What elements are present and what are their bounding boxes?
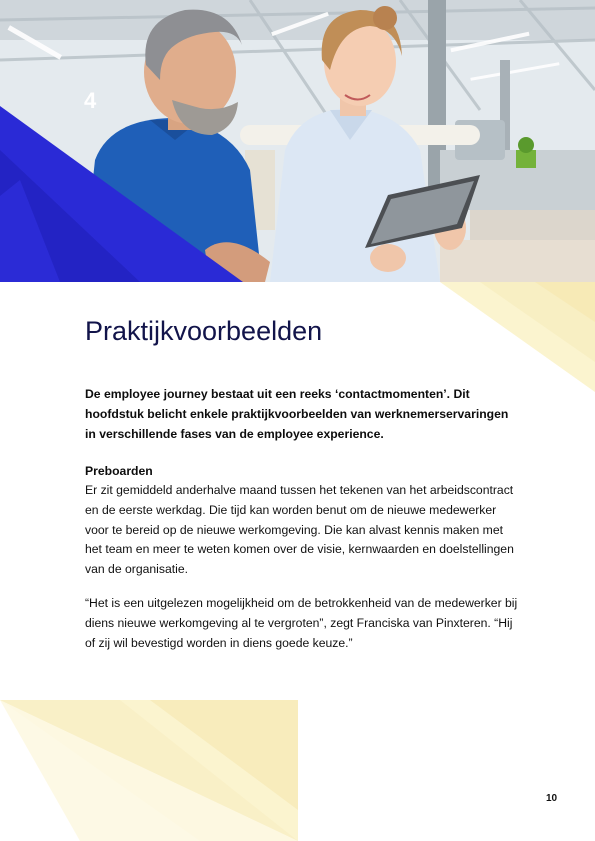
decorative-triangle-bottom-left	[0, 700, 298, 841]
header-photo	[0, 0, 595, 282]
body-paragraph: Er zit gemiddeld anderhalve maand tussen het tekenen van het arbeidscontract en de eerste werkdag. Die tijd kan worden benut om de nieuwe medewerker voor te bereid op de nieuwe werkomgeving. Die kan alvast kennis maken met het team en meer te weten komen over de visie, kernwaarden en doelstellingen van de organisatie.	[85, 483, 514, 577]
page-number: 10	[546, 793, 558, 804]
quote-paragraph: “Het is een uitgelezen mogelijkheid om de betrokkenheid van de medewerker bij diens nieuwe werkomgeving al te vergroten”, zegt Franciska van Pinxteren. “Hij of zij wil bevestigd worden in diens goede keuze.”	[85, 596, 518, 650]
section-heading: Preboarden	[85, 464, 153, 478]
chapter-number: 4	[84, 88, 97, 113]
factory-photo-illustration	[0, 0, 595, 282]
intro-paragraph: De employee journey bestaat uit een reeks ‘contactmomenten’. Dit hoofdstuk belicht enkele praktijkvoorbeelden van werknemerservaringen in verschillende fases van de employee experience.	[85, 387, 509, 441]
chapter-title: Praktijkvoorbeelden	[85, 316, 323, 346]
